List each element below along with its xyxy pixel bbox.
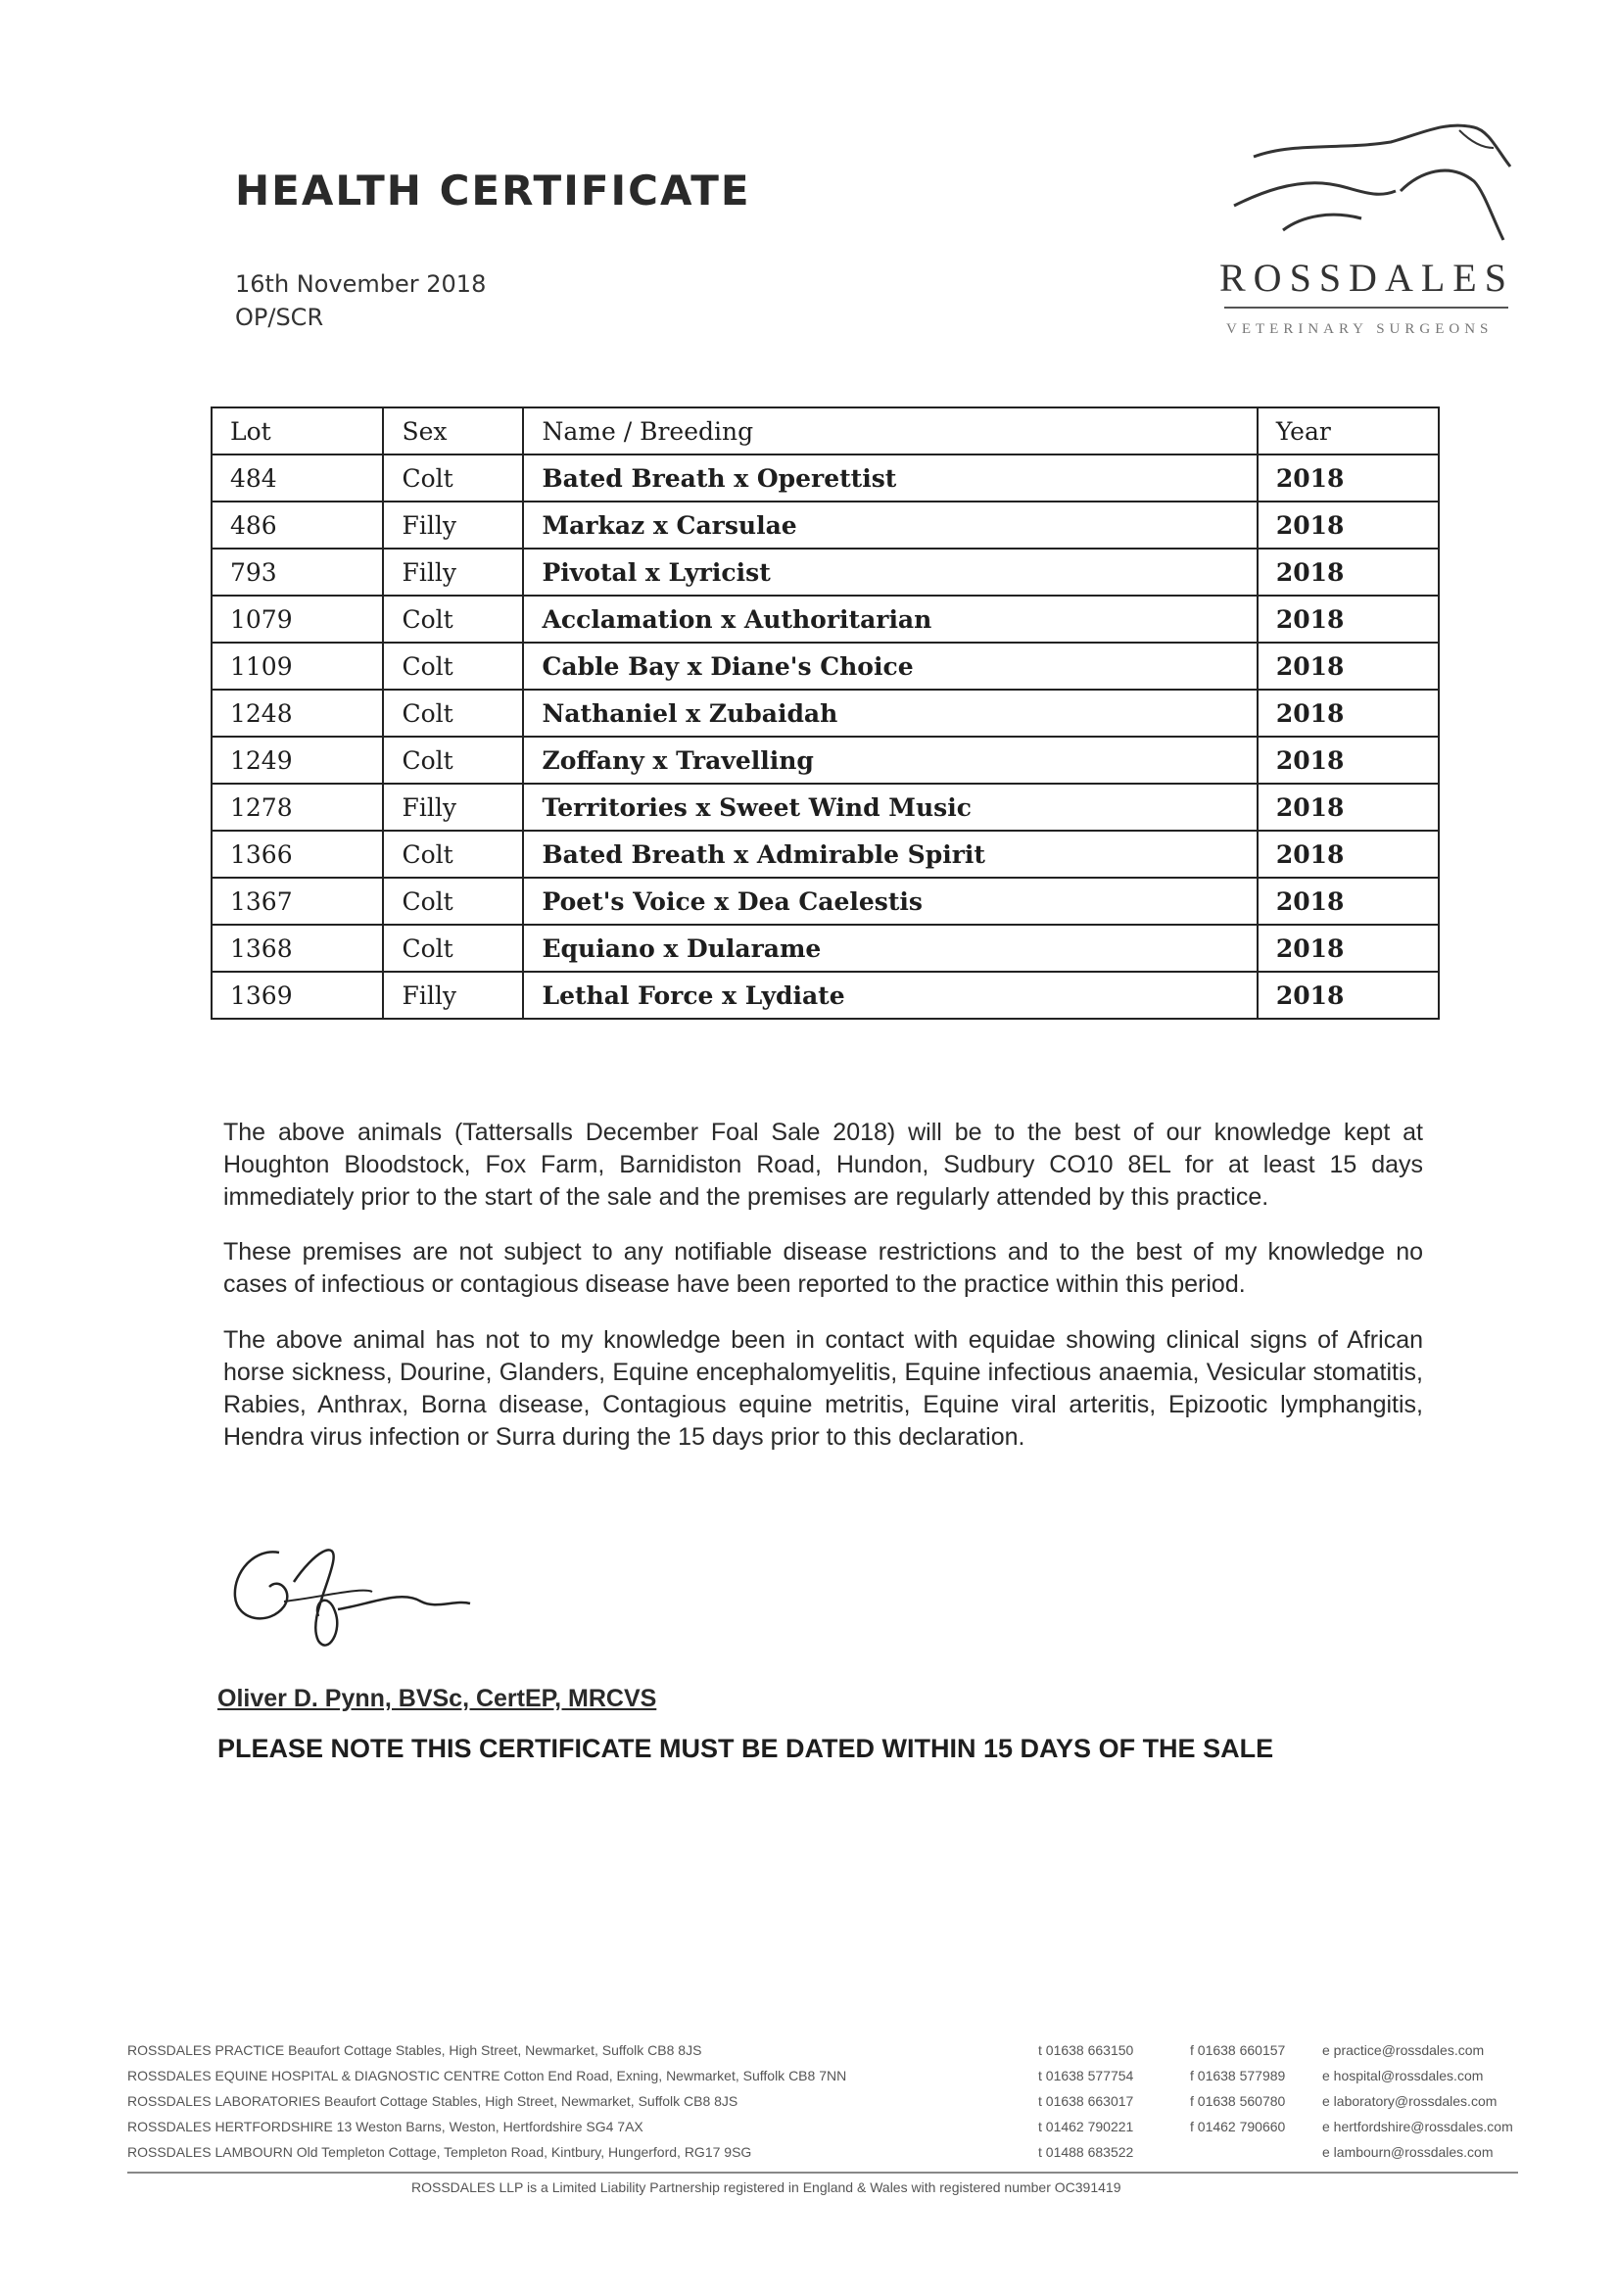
lot-cell: 486 (212, 502, 383, 549)
table-row (212, 549, 1439, 596)
footer-fax: f 01462 790660 (1190, 2119, 1286, 2134)
table-row (212, 643, 1439, 690)
lot-cell: 1278 (212, 784, 383, 831)
table-row (212, 831, 1439, 878)
name-cell: Nathaniel x Zubaidah (523, 690, 1257, 737)
year-cell: 2018 (1258, 502, 1439, 549)
sex-cell: Filly (383, 784, 523, 831)
footer-fax: f 01638 660157 (1190, 2042, 1286, 2058)
lot-cell: 1109 (212, 643, 383, 690)
name-cell: Markaz x Carsulae (523, 502, 1257, 549)
footer-address: ROSSDALES LABORATORIES Beaufort Cottage Stables, High Street, Newmarket, Suffolk CB8 8JS (127, 2093, 738, 2109)
sex-cell: Filly (383, 972, 523, 1019)
lot-cell: 1368 (212, 925, 383, 972)
footer-telephone: t 01488 683522 (1038, 2144, 1134, 2160)
year-cell: 2018 (1258, 972, 1439, 1019)
name-cell: Lethal Force x Lydiate (523, 972, 1257, 1019)
year-cell: 2018 (1258, 454, 1439, 502)
table-row (212, 784, 1439, 831)
year-cell: 2018 (1258, 784, 1439, 831)
certificate-title: HEALTH CERTIFICATE (235, 167, 751, 215)
name-cell: Zoffany x Travelling (523, 737, 1257, 784)
name-cell: Pivotal x Lyricist (523, 549, 1257, 596)
lot-cell: 1366 (212, 831, 383, 878)
footer-email: e lambourn@rossdales.com (1322, 2144, 1494, 2160)
year-cell: 2018 (1258, 643, 1439, 690)
table-row (212, 690, 1439, 737)
header-lot: Lot (212, 407, 383, 454)
name-cell: Acclamation x Authoritarian (523, 596, 1257, 643)
name-cell: Bated Breath x Operettist (523, 454, 1257, 502)
year-cell: 2018 (1258, 737, 1439, 784)
logo-name: ROSSDALES (1219, 256, 1514, 300)
footer-fax: f 01638 560780 (1190, 2093, 1286, 2109)
sex-cell: Colt (383, 925, 523, 972)
table-row (212, 596, 1439, 643)
footer-email: e hospital@rossdales.com (1322, 2068, 1484, 2083)
logo-divider (1224, 307, 1508, 309)
year-cell: 2018 (1258, 690, 1439, 737)
footer-email: e practice@rossdales.com (1322, 2042, 1485, 2058)
year-cell: 2018 (1258, 831, 1439, 878)
paragraph-contact-declaration: The above animal has not to my knowledge been in contact with equidae showing clinical signs of African horse sickness, Dourine, Glanders, Equine encephalomyelitis, Equine infectious anaemia, Vesicular stomatitis, Rabies, Anthrax, Borna disease, Contagious equine metritis, Equine viral arteritis, Epizootic lymphangitis, Hendra virus infection or Surra during the 15 days prior to this declaration. (223, 1326, 1423, 1451)
footer-fax: f 01638 577989 (1190, 2068, 1286, 2083)
lot-cell: 1248 (212, 690, 383, 737)
lot-cell: 793 (212, 549, 383, 596)
lot-cell: 1079 (212, 596, 383, 643)
year-cell: 2018 (1258, 596, 1439, 643)
name-cell: Cable Bay x Diane's Choice (523, 643, 1257, 690)
lot-cell: 484 (212, 454, 383, 502)
footer-address: ROSSDALES PRACTICE Beaufort Cottage Stables, High Street, Newmarket, Suffolk CB8 8JS (127, 2042, 702, 2058)
table-row (212, 454, 1439, 502)
table-row (212, 878, 1439, 925)
certificate-date: 16th November 2018 (235, 270, 487, 298)
lot-cell: 1369 (212, 972, 383, 1019)
paragraph-sale-premises: The above animals (Tattersalls December Foal Sale 2018) will be to the best of our knowledge kept at Houghton Bloodstock, Fox Farm, Barnidiston Road, Hundon, Sudbury CO10 8EL for at least 15 days immediately prior to the start of the sale and the premises are regularly attended by this practice. (223, 1119, 1423, 1211)
table-row (212, 925, 1439, 972)
lot-cell: 1249 (212, 737, 383, 784)
year-cell: 2018 (1258, 925, 1439, 972)
lot-cell: 1367 (212, 878, 383, 925)
sex-cell: Filly (383, 549, 523, 596)
name-cell: Bated Breath x Admirable Spirit (523, 831, 1257, 878)
rossdales-logo (1205, 113, 1528, 348)
footer-email: e hertfordshire@rossdales.com (1322, 2119, 1513, 2134)
sex-cell: Colt (383, 596, 523, 643)
footer-telephone: t 01638 663017 (1038, 2093, 1134, 2109)
llp-registration-notice: ROSSDALES LLP is a Limited Liability Partnership registered in England & Wales with registered number OC391419 (411, 2179, 1121, 2195)
name-cell: Poet's Voice x Dea Caelestis (523, 878, 1257, 925)
sex-cell: Colt (383, 454, 523, 502)
header-year: Year (1258, 407, 1439, 454)
paragraph-disease-restrictions: These premises are not subject to any notifiable disease restrictions and to the best of my knowledge no cases of infectious or contagious disease have been reported to the practice within this period. (223, 1238, 1423, 1298)
table-header-row (212, 407, 1439, 454)
footer-address: ROSSDALES EQUINE HOSPITAL & DIAGNOSTIC CENTRE Cotton End Road, Exning, Newmarket, Suffolk CB8 7NN (127, 2068, 847, 2083)
sex-cell: Colt (383, 690, 523, 737)
signer-name: Oliver D. Pynn, BVSc, CertEP, MRCVS (217, 1685, 657, 1712)
logo-tagline: VETERINARY SURGEONS (1226, 321, 1494, 337)
lots-table (211, 407, 1440, 1020)
year-cell: 2018 (1258, 878, 1439, 925)
year-cell: 2018 (1258, 549, 1439, 596)
dating-notice: PLEASE NOTE THIS CERTIFICATE MUST BE DATED WITHIN 15 DAYS OF THE SALE (217, 1734, 1274, 1763)
name-cell: Territories x Sweet Wind Music (523, 784, 1257, 831)
sex-cell: Colt (383, 831, 523, 878)
footer-email: e laboratory@rossdales.com (1322, 2093, 1498, 2109)
footer-address: ROSSDALES HERTFORDSHIRE 13 Weston Barns, Weston, Hertfordshire SG4 7AX (127, 2119, 643, 2134)
sex-cell: Colt (383, 878, 523, 925)
footer-telephone: t 01638 663150 (1038, 2042, 1134, 2058)
certificate-reference: OP/SCR (235, 304, 324, 331)
handwritten-signature (225, 1533, 480, 1660)
table-row (212, 972, 1439, 1019)
sex-cell: Colt (383, 643, 523, 690)
footer-address: ROSSDALES LAMBOURN Old Templeton Cottage, Templeton Road, Kintbury, Hungerford, RG17 9SG (127, 2144, 752, 2160)
header-sex: Sex (383, 407, 523, 454)
footer-divider (127, 2172, 1518, 2174)
table-row (212, 502, 1439, 549)
sex-cell: Colt (383, 737, 523, 784)
table-row (212, 737, 1439, 784)
header-name-breeding: Name / Breeding (523, 407, 1257, 454)
sex-cell: Filly (383, 502, 523, 549)
footer-telephone: t 01638 577754 (1038, 2068, 1134, 2083)
name-cell: Equiano x Dularame (523, 925, 1257, 972)
footer-telephone: t 01462 790221 (1038, 2119, 1134, 2134)
horse-logo-icon (1224, 113, 1518, 250)
